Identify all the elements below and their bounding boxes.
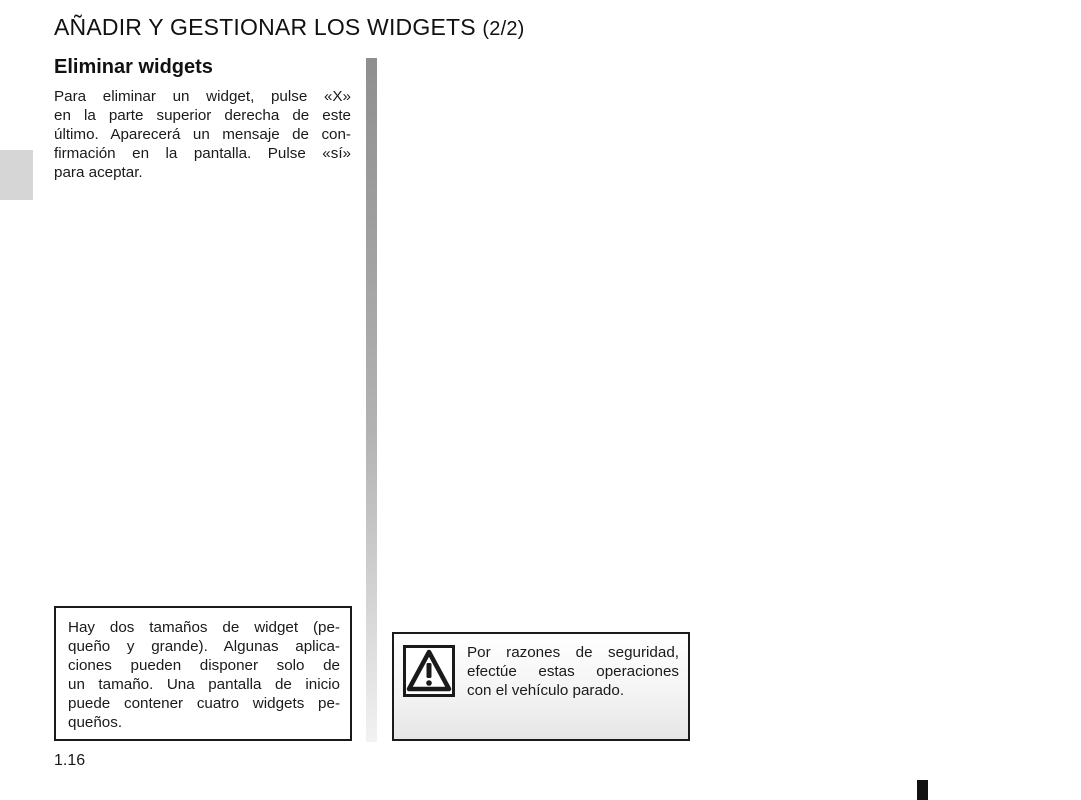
section-body	[54, 87, 351, 182]
note-box	[54, 606, 352, 741]
warning-line: Por razones de seguridad,	[467, 644, 679, 661]
warning-line: con el vehículo parado.	[467, 682, 625, 699]
note-line: Hay dos tamaños de widget (pe-	[68, 619, 340, 636]
warning-box	[392, 632, 690, 741]
warning-text	[467, 643, 679, 700]
chapter-tab	[0, 150, 33, 200]
page-title-text: AÑADIR Y GESTIONAR LOS WIDGETS	[54, 14, 476, 40]
note-line: queño y grande). Algunas aplica-	[68, 638, 340, 655]
body-line: firmación en la pantalla. Pulse «sí»	[54, 145, 351, 162]
page-title	[54, 14, 525, 41]
note-line: puede contener cuatro widgets pe-	[68, 695, 340, 712]
page-title-part: (2/2)	[482, 18, 525, 40]
body-line: Para eliminar un widget, pulse «X»	[54, 88, 351, 105]
body-line: para aceptar.	[54, 164, 143, 181]
note-text	[68, 618, 340, 732]
body-line: último. Aparecerá un mensaje de con-	[54, 126, 351, 143]
section-heading: Eliminar widgets	[54, 56, 213, 78]
column-divider	[366, 58, 377, 742]
warning-triangle-icon	[403, 645, 455, 697]
body-line: en la parte superior derecha de este	[54, 107, 351, 124]
note-line: queños.	[68, 714, 123, 731]
warning-line: efectúe estas operaciones	[467, 663, 679, 680]
note-line: ciones pueden disponer solo de	[68, 657, 340, 674]
corner-mark	[917, 780, 928, 800]
note-line: un tamaño. Una pantalla de inicio	[68, 676, 340, 693]
page-number: 1.16	[54, 752, 86, 769]
